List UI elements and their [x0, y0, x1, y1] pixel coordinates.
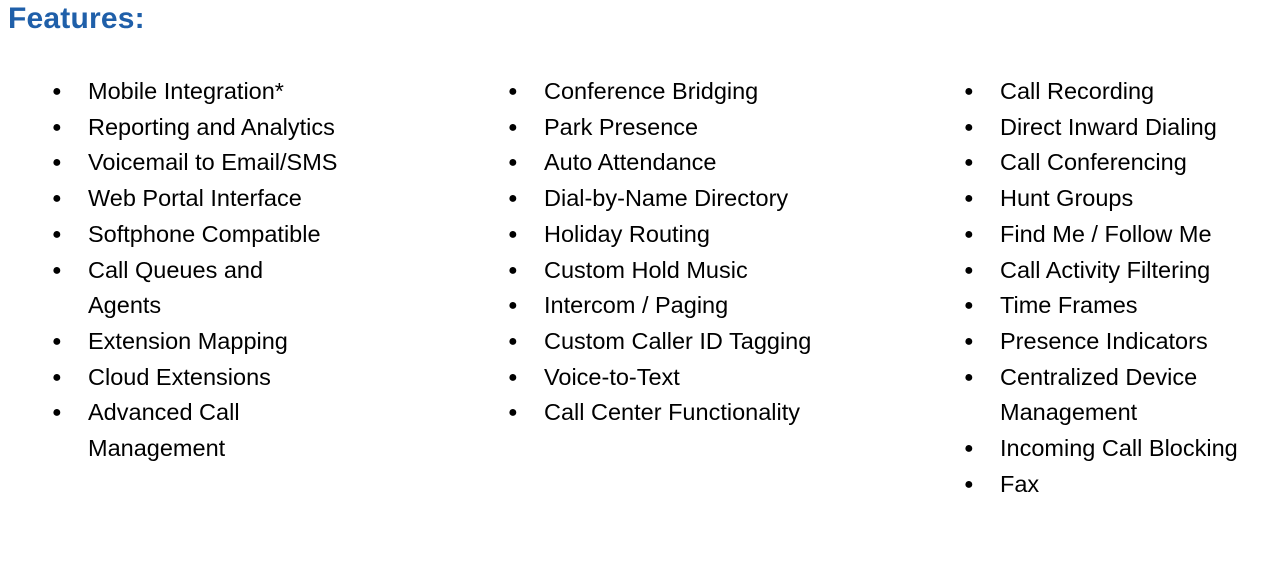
bullet-icon: ● — [52, 83, 62, 100]
bullet-icon: ● — [964, 368, 974, 386]
list-item-label: Dial-by-Name Directory — [544, 185, 789, 212]
list-item — [496, 324, 912, 360]
list-item-label: Custom Hold Music — [544, 256, 748, 283]
bullet-icon: ● — [964, 440, 974, 458]
page-title: Features: — [8, 2, 145, 35]
list-item — [40, 360, 456, 396]
list-item-label: Incoming Call Blocking — [1000, 435, 1238, 462]
list-item-label: Call Activity Filtering — [1000, 256, 1211, 283]
list-item — [40, 253, 456, 324]
list-item — [496, 74, 912, 110]
bullet-icon: ● — [52, 154, 62, 172]
bullet-icon: ● — [964, 225, 974, 243]
list-item — [40, 181, 456, 217]
features-column-3 — [912, 74, 1283, 502]
list-item-label: Cloud Extensions — [88, 363, 271, 390]
list-item-label: Find Me / Follow Me — [1000, 220, 1212, 247]
bullet-icon: ● — [508, 297, 518, 315]
bullet-icon: ● — [508, 404, 518, 422]
list-item-label: Call Conferencing — [1000, 149, 1187, 176]
bullet-icon: ● — [964, 261, 974, 279]
bullet-icon: ● — [964, 297, 974, 315]
bullet-icon: ● — [964, 118, 974, 136]
features-column-2 — [456, 74, 912, 431]
feature-list-2 — [496, 74, 912, 431]
list-item — [496, 145, 912, 181]
list-item — [952, 288, 1283, 324]
list-item-label: Advanced Call Management — [88, 399, 240, 462]
list-item-label: Park Presence — [544, 113, 699, 140]
list-item — [952, 360, 1283, 431]
bullet-icon: ● — [964, 83, 974, 100]
list-item-label: Holiday Routing — [544, 220, 710, 247]
list-item-label: Hunt Groups — [1000, 185, 1134, 212]
list-item — [496, 288, 912, 324]
list-item-label: Reporting and Analytics — [88, 113, 335, 140]
list-item — [496, 181, 912, 217]
features-columns — [0, 74, 1283, 502]
list-item — [496, 217, 912, 253]
list-item — [40, 324, 456, 360]
list-item — [40, 217, 456, 253]
bullet-icon: ● — [508, 332, 518, 350]
bullet-icon: ● — [52, 368, 62, 386]
list-item — [40, 145, 456, 181]
list-item-label: Centralized Device Management — [1000, 363, 1198, 426]
list-item — [952, 74, 1283, 110]
list-item-label: Call Recording — [1000, 78, 1155, 104]
bullet-icon: ● — [508, 225, 518, 243]
bullet-icon: ● — [964, 154, 974, 172]
list-item — [952, 145, 1283, 181]
bullet-icon: ● — [508, 261, 518, 279]
bullet-icon: ● — [964, 332, 974, 350]
list-item — [40, 110, 456, 146]
bullet-icon: ● — [964, 475, 974, 493]
list-item-label: Conference Bridging — [544, 78, 759, 104]
list-item — [496, 253, 912, 289]
list-item-label: Call Center Functionality — [544, 399, 800, 426]
list-item — [496, 360, 912, 396]
list-item — [952, 431, 1283, 467]
list-item-label: Direct Inward Dialing — [1000, 113, 1217, 140]
list-item-label: Mobile Integration* — [88, 78, 284, 104]
list-item-label: Auto Attendance — [544, 149, 717, 176]
list-item-label: Call Queues and Agents — [88, 256, 264, 319]
list-item-label: Custom Caller ID Tagging — [544, 327, 812, 354]
bullet-icon: ● — [52, 404, 62, 422]
bullet-icon: ● — [508, 83, 518, 100]
list-item — [952, 467, 1283, 503]
bullet-icon: ● — [52, 118, 62, 136]
list-item — [496, 395, 912, 431]
list-item-label: Voicemail to Email/SMS — [88, 149, 338, 176]
list-item — [952, 181, 1283, 217]
list-item-label: Web Portal Interface — [88, 185, 302, 212]
list-item — [496, 110, 912, 146]
bullet-icon: ● — [508, 190, 518, 208]
bullet-icon: ● — [964, 190, 974, 208]
bullet-icon: ● — [508, 118, 518, 136]
list-item-label: Time Frames — [1000, 292, 1138, 319]
feature-list-1 — [40, 74, 456, 467]
list-item-label: Fax — [1000, 470, 1040, 497]
list-item-label: Intercom / Paging — [544, 292, 729, 319]
list-item — [952, 324, 1283, 360]
list-item — [952, 217, 1283, 253]
list-item-label: Presence Indicators — [1000, 327, 1208, 354]
feature-list-3 — [952, 74, 1283, 502]
list-item-label: Extension Mapping — [88, 327, 288, 354]
bullet-icon: ● — [52, 332, 62, 350]
list-item — [40, 74, 456, 110]
bullet-icon: ● — [52, 225, 62, 243]
list-item — [952, 110, 1283, 146]
bullet-icon: ● — [52, 261, 62, 279]
bullet-icon: ● — [508, 154, 518, 172]
list-item-label: Voice-to-Text — [544, 363, 680, 390]
bullet-icon: ● — [52, 190, 62, 208]
list-item — [952, 253, 1283, 289]
features-column-1 — [0, 74, 456, 467]
list-item — [40, 395, 456, 466]
bullet-icon: ● — [508, 368, 518, 386]
list-item-label: Softphone Compatible — [88, 220, 321, 247]
